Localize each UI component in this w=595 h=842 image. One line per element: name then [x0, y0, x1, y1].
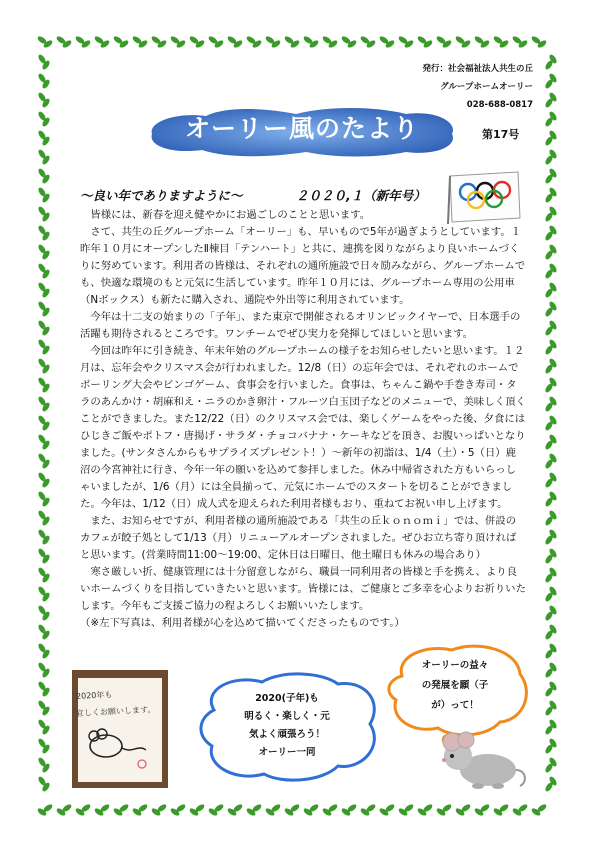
bubble-left-line: 明るく・楽しく・元 — [244, 711, 330, 722]
article-body — [80, 207, 526, 632]
bubble-right-line: オーリーの益々 — [421, 660, 489, 671]
paragraph-greeting: 皆様には、新春を迎え健やかにお過ごしのことと思います。 — [90, 209, 371, 221]
date-line: ２０２０,１（新年号） — [296, 188, 426, 203]
paragraph-closing: 寒さ厳しい折、健康管理には十分留意しながら、職員一同利用者の皆様と手を携え、より良いホームづくりを目指していきたいと思います。皆様には、ご健康とご多幸を心よりお祈りいたします。今年もご支援ご協力の程よろしくお願いいたします。 — [80, 566, 526, 612]
bubble-right-line: の発展を願（子 — [421, 680, 489, 691]
bubble-left-line: オーリー一同 — [258, 747, 316, 758]
photo-text-line-2: 宜しくお願いします。 — [75, 704, 156, 719]
bubble-right-line: が）って！ — [431, 700, 479, 711]
publisher-org: 発行：社会福祉法人共生の丘 — [422, 64, 533, 74]
photo-text-line-1: 2020年も — [75, 690, 113, 701]
paragraph-new-year: 今年は十二支の始まりの「子年」、また東京で開催されるオリンピックイヤーで、日本選手の活躍も期待されるところです。ワンチームでぜひ実力を発揮してほしいと思います。 — [80, 311, 521, 340]
bubble-left-text — [222, 690, 352, 762]
paragraph-photo-note: （※左下写真は、利用者様が心を込めて描いてくださったものです。） — [80, 617, 405, 629]
paragraph-cafe-notice: また、お知らせですが、利用者様の通所施設である「共生の丘ｋｏｎｏｍｉ」では、併設のカフェが餃子処として1/13（月）リニューアルオープンされました。ぜひお立ち寄り頂ければと思います。(営業時間11:00～19:00、定休日は日曜日、他土曜日も休みの場合あり） — [80, 515, 517, 561]
mouse-illustration-icon — [430, 730, 530, 792]
newsletter-title: オーリー風のたより — [184, 114, 419, 143]
new-year-card-photo — [72, 670, 168, 788]
bubble-left-line: 気よく頑張ろう！ — [248, 729, 325, 740]
bubble-left-line: 2020(子年)も — [255, 693, 319, 704]
bubble-right-text — [400, 656, 510, 716]
paragraph-events: 今回は昨年に引き続き、年末年始のグループホームの様子をお知らせしたいと思います。１２月は、忘年会やクリスマス会が行われました。12/8（日）の忘年会では、それぞれのホームでボーリング大会やビンゴゲーム、食事会を行いました。食事は、ちゃんこ鍋や手巻き寿司・タラのあんかけ・胡麻和え・ニラのかき卵汁・フルーツ白玉団子などのメニューで、美味しく頂くことができました。また12/22（日）のクリスマス会では、楽しくゲームをやった後、夕食にはひじきご飯やポトフ・唐揚げ・サラダ・チョコバナナ・ケーキなどを頂き、お腹いっぱいとなりました。(サンタさんからもサプライズプレゼント！）～新年の初詣は、1/4（土）・5（日）鹿沼の今宮神社に行き、今年一年の願いを込めて参拝しました。休み中帰省された方もいらっしゃいましたが、1/6（月）には全員揃って、元気にホームでのスタートを切ることができました。今年は、1/12（日）成人式を迎えられた利用者様もおり、重ねてお祝い申し上げます。 — [80, 345, 526, 510]
publisher-home: グループホームオーリー — [440, 82, 533, 92]
issue-number: 第17号 — [482, 128, 520, 141]
paragraph-home-update: さて、共生の丘グループホーム「オーリー」も、早いもので5年が過ぎようとしています。１昨年１０月にオープンしたⅡ棟目「テンハート」と共に、連携を図りながらより良いホームづくりに努めています。利用者の皆様は、それぞれの通所施設で日々励みながら、グループホームでも、快適な環境のもと元気に生活しています。昨年１０月には、グループホーム専用の公用車（Nボックス）も新たに購入され、通院や外出等に利用されています。 — [80, 226, 526, 306]
headline: ～良い年でありますように～ — [80, 188, 243, 203]
publisher-phone: 028-688-0817 — [466, 100, 533, 110]
